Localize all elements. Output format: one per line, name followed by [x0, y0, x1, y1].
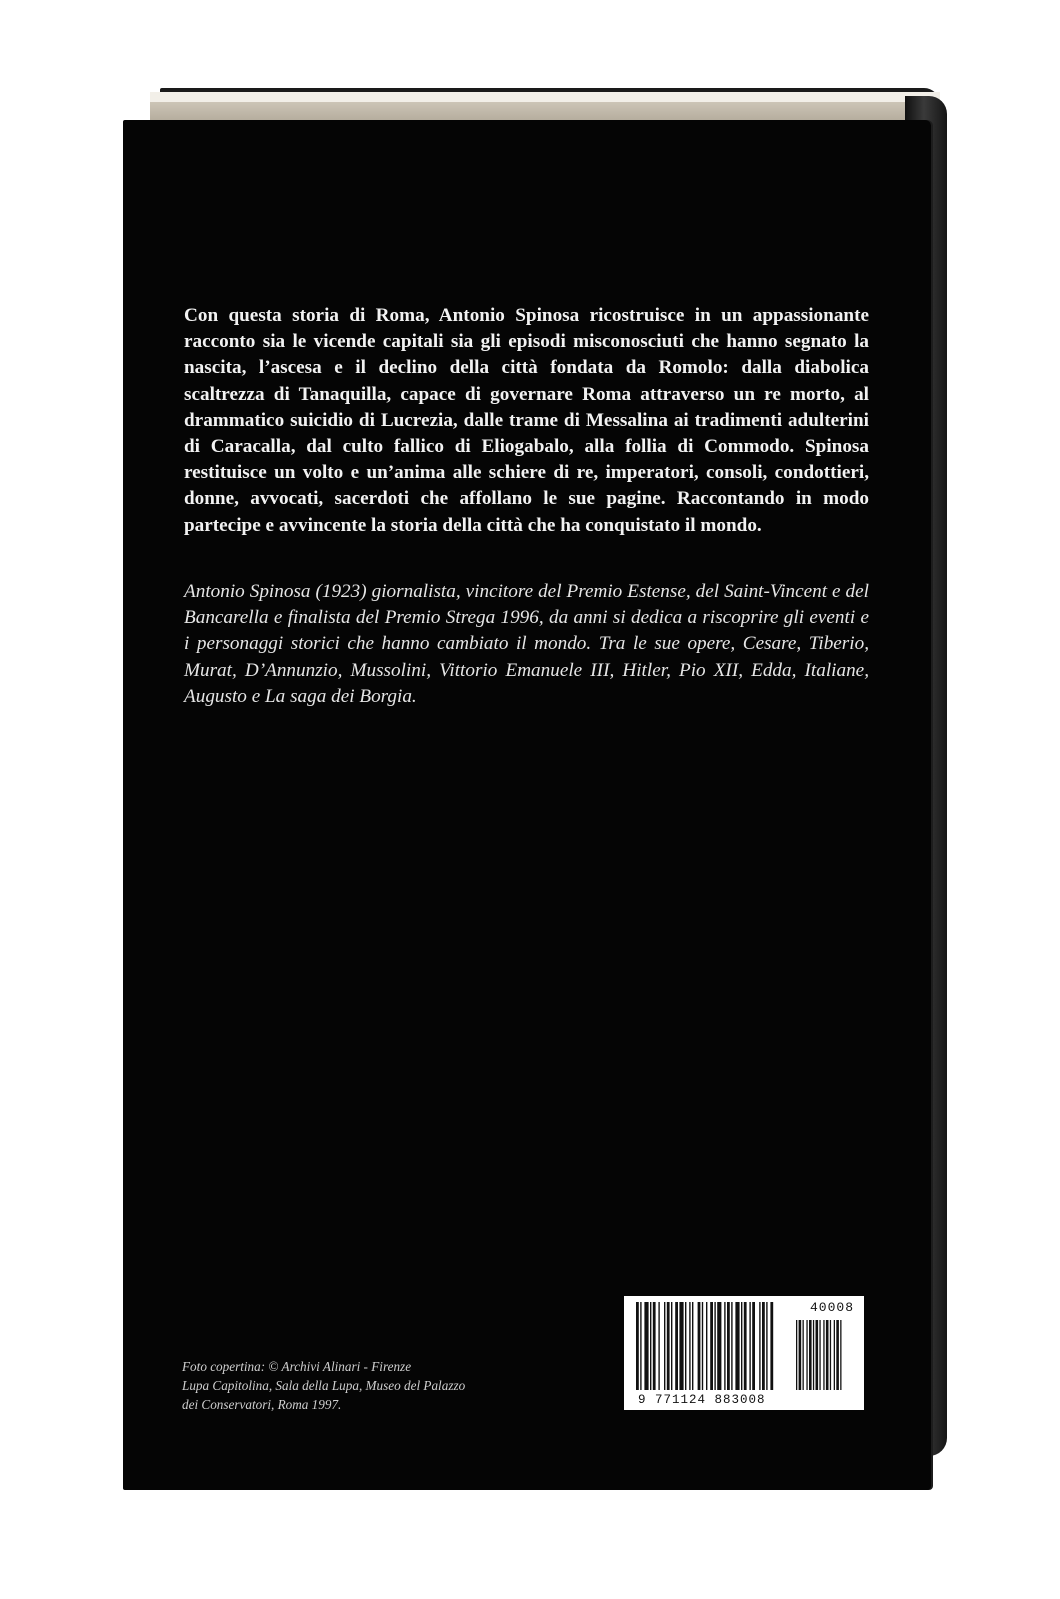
- barcode-bar: [727, 1302, 730, 1390]
- barcode-bar: [689, 1302, 690, 1390]
- author-bio: Antonio Spinosa (1923) giornalista, vincitore del Premio Estense, del Saint-Vincent e del Bancarella e finalista del Premio Strega 1996, da anni si dedica a riscoprire gli eventi e i personaggi storici che hanno cambiato il mondo. Tra le sue opere, Cesare, Tiberio, Murat, D’Annunzio, Mussolini, Vittorio Emanuele III, Hitler, Pio XII, Edda, Italiane, Augusto e La saga dei Borgia.: [184, 581, 869, 707]
- barcode-bar: [731, 1302, 732, 1390]
- barcode-bar: [744, 1302, 747, 1390]
- barcode-bar: [667, 1302, 670, 1390]
- barcode-addon-bar: [823, 1320, 824, 1390]
- photo-credit-line-3: dei Conservatori, Roma 1997.: [182, 1397, 342, 1412]
- barcode-bar: [770, 1302, 773, 1390]
- barcode-addon-bar: [816, 1320, 819, 1390]
- barcode-addon-bar: [806, 1320, 807, 1390]
- barcode-bar: [650, 1302, 651, 1390]
- barcode-bar: [706, 1302, 707, 1390]
- barcode-addon-bar: [803, 1320, 804, 1390]
- photo-credit: [182, 1357, 562, 1414]
- barcode-bar: [664, 1302, 665, 1390]
- barcode-bar: [636, 1302, 639, 1390]
- barcode-number: 9 771124 883008: [638, 1393, 766, 1407]
- barcode-bar: [752, 1302, 755, 1390]
- photo-credit-line-2: Lupa Capitolina, Sala della Lupa, Museo del Palazzo: [182, 1378, 466, 1393]
- barcode-bar: [644, 1302, 648, 1390]
- barcode-bar: [671, 1302, 672, 1390]
- barcode-bar: [675, 1302, 678, 1390]
- barcode-bar: [759, 1302, 760, 1390]
- barcode-addon-bar: [836, 1320, 839, 1390]
- barcode-addon-bar: [809, 1320, 812, 1390]
- barcode-bar: [762, 1302, 765, 1390]
- barcode-bar: [685, 1302, 686, 1390]
- barcode-bar: [741, 1302, 742, 1390]
- barcode-bar: [658, 1302, 659, 1390]
- barcode-addon-number: 40008: [809, 1300, 854, 1315]
- barcode-label: [624, 1296, 864, 1410]
- barcode-bar: [698, 1302, 701, 1390]
- barcode-bar: [653, 1302, 656, 1390]
- cover-blurb: Con questa storia di Roma, Antonio Spinosa ricostruisce in un appassionante racconto sia le vicende capitali sia gli episodi misconosciuti che hanno segnato la nascita, l’ascesa e il declino della città fondata da Romolo: dalla diabolica scaltrezza di Tanaquilla, capace di governare Roma attraverso un re morto, al drammatico suicidio di Lucrezia, dalle trame di Messalina ai tradimenti adulterini di Caracalla, dal culto fallico di Eliogabalo, alla follia di Commodo. Spinosa restituisce un volto e un’anima alle schiere di re, imperatori, consoli, condottieri, donne, avvocati, sacerdoti che affollano le sue pagine. Raccontando in modo partecipe e avvincente la storia della città che ha conquistato il mondo.: [184, 305, 869, 536]
- barcode-addon-bar: [826, 1320, 829, 1390]
- barcode-bar: [714, 1302, 715, 1390]
- barcode-addon-bar: [840, 1320, 841, 1390]
- barcode-bar: [735, 1302, 739, 1390]
- barcode-bar: [766, 1302, 767, 1390]
- barcode-bar: [640, 1302, 641, 1390]
- barcode-bar: [679, 1302, 683, 1390]
- barcode-addon-bar: [830, 1320, 831, 1390]
- barcode-bar: [692, 1302, 693, 1390]
- photo-credit-line-1: Foto copertina: © Archivi Alinari - Firenze: [182, 1359, 412, 1374]
- barcode-addon-bar: [799, 1320, 802, 1390]
- barcode-bar: [724, 1302, 725, 1390]
- barcode-bar: [710, 1302, 713, 1390]
- barcode-bar: [749, 1302, 750, 1390]
- barcode-bar: [717, 1302, 721, 1390]
- barcode-bar: [702, 1302, 703, 1390]
- barcode-addon-bar: [813, 1320, 814, 1390]
- barcode-addon-bar: [819, 1320, 820, 1390]
- barcode-addon-bar: [834, 1320, 835, 1390]
- barcode-addon-bar: [796, 1320, 797, 1390]
